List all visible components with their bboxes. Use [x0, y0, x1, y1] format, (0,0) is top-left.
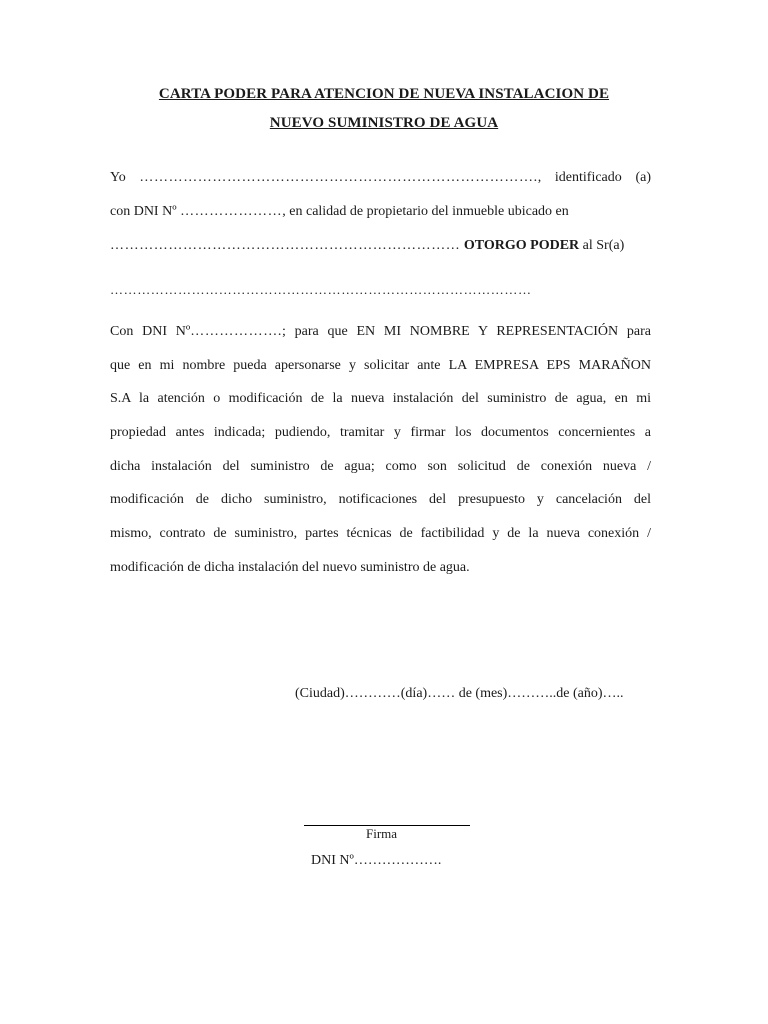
p2-line-5: dicha instalación del suministro de agua; como son solicitud de conexión nueva /: [110, 459, 651, 474]
dni-dots: …………………: [180, 204, 283, 219]
dni-dots-2: ……………….: [190, 324, 282, 339]
signature-dni: DNI Nº……………….: [311, 853, 442, 868]
p2-line-1: [110, 324, 651, 340]
p2-line-2: que en mi nombre pueda apersonarse y solicitar ante LA EMPRESA EPS MARAÑON: [110, 358, 651, 373]
con-dni-text: con DNI Nº: [110, 204, 177, 219]
p1-line-2: [110, 204, 569, 220]
yo-text: Yo: [110, 170, 126, 185]
signature-label: Firma: [366, 826, 398, 841]
p1-line-1: [110, 170, 651, 186]
address-dots: ………………………………………………………………: [110, 238, 461, 253]
p2-line-7: mismo, contrato de suministro, partes técnicas de factibilidad y de la nueva conexión /: [110, 526, 651, 541]
p2-line-6: modificación de dicho suministro, notificaciones del presupuesto y cancelación del: [110, 492, 651, 507]
name-dots: ……………………………………………………………………….: [139, 170, 538, 185]
p2-line-8: modificación de dicha instalación del nuevo suministro de agua.: [110, 560, 470, 575]
representacion-text: ; para que EN MI NOMBRE Y REPRESENTACIÓN para: [281, 324, 651, 339]
p1-line-4: [110, 282, 532, 298]
al-sr-text: al Sr(a): [582, 238, 625, 253]
attorney-dots: …………………………………………………………………………………: [110, 282, 532, 297]
otorgo-poder-text: OTORGO PODER: [463, 238, 580, 253]
document-title-line-1: CARTA PODER PARA ATENCION DE NUEVA INSTALACION DE: [158, 86, 610, 102]
calidad-text: , en calidad de propietario del inmueble ubicado en: [282, 204, 569, 219]
p2-line-4: propiedad antes indicada; pudiendo, tramitar y firmar los documentos concernientes a: [110, 425, 651, 440]
p1-line-3: [110, 238, 624, 254]
document-title-line-2: NUEVO SUMINISTRO DE AGUA: [269, 115, 499, 131]
con-dni-text-2: Con DNI Nº: [110, 324, 191, 339]
identificado-text: , identificado (a): [537, 170, 651, 185]
p2-line-3: S.A la atención o modificación de la nueva instalación del suministro de agua, en mi: [110, 391, 651, 406]
date-line: (Ciudad)…………(día)…… de (mes)………..de (año)…..: [295, 686, 624, 701]
